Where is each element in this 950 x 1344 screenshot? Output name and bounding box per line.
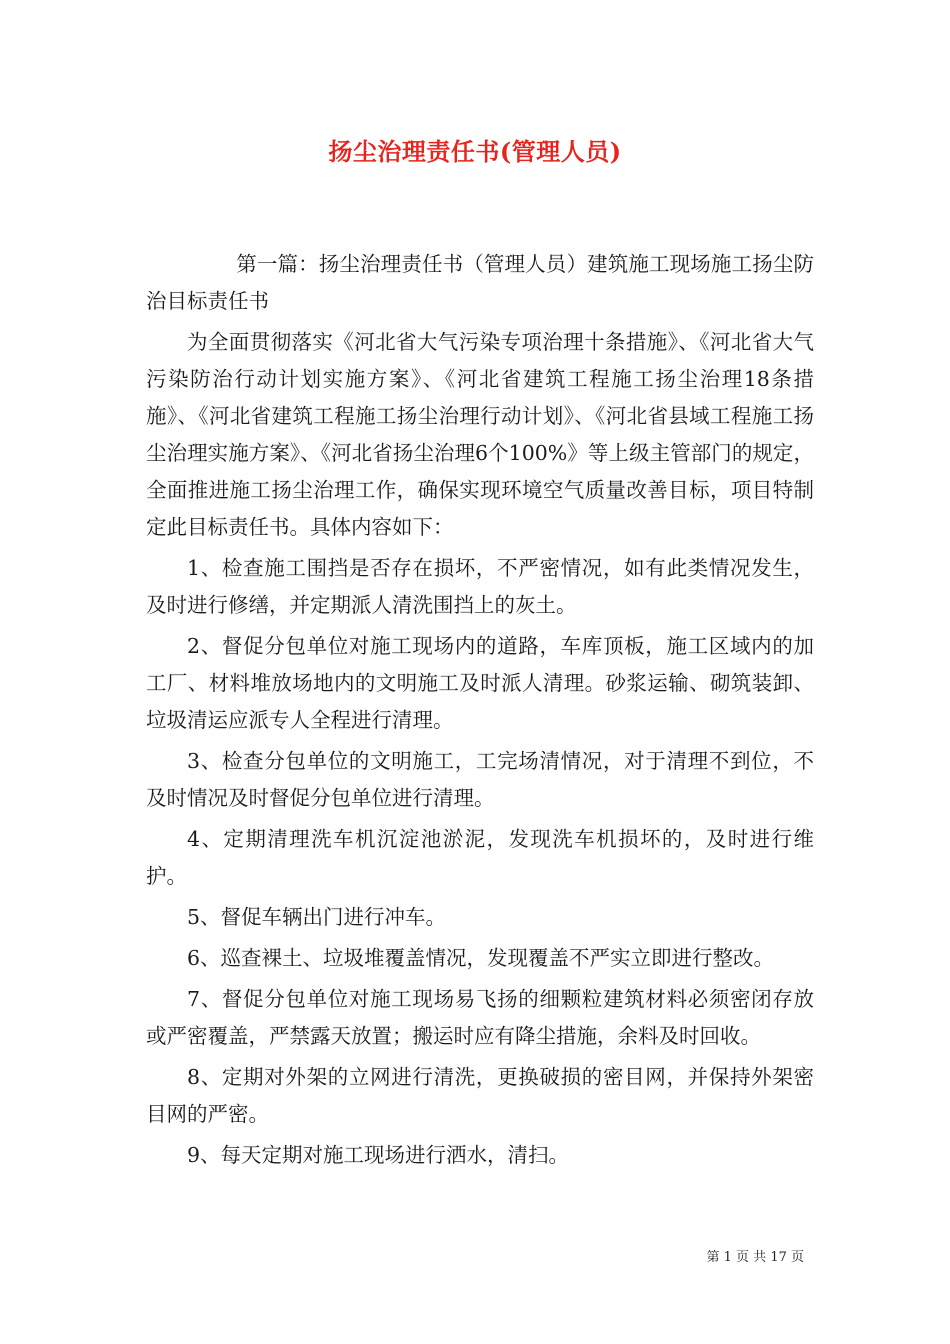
- intro-paragraph: 为全面贯彻落实《河北省大气污染专项治理十条措施》、《河北省大气污染防治行动计划实施方案》、《河北省建筑工程施工扬尘治理18条措施》、《河北省建筑工程施工扬尘治理行动计划》、《河北省县域工程施工扬尘治理实施方案》、《河北省扬尘治理6个100%》等上级主管部门的规定，全面推进施工扬尘治理工作，确保实现环境空气质量改善目标，项目特制定此目标责任书。具体内容如下：: [146, 330, 814, 539]
- document-body: [146, 246, 814, 1178]
- list-item: 8、定期对外架的立网进行清洗，更换破损的密目网，并保持外架密目网的严密。: [146, 1065, 814, 1126]
- section-heading: 第一篇：扬尘治理责任书（管理人员）建筑施工现场施工扬尘防治目标责任书: [146, 252, 814, 313]
- list-item: 3、检查分包单位的文明施工，工完场清情况，对于清理不到位，不及时情况及时督促分包单位进行清理。: [146, 749, 814, 810]
- list-item: 5、督促车辆出门进行冲车。: [187, 905, 447, 929]
- list-item: 1、检查施工围挡是否存在损坏，不严密情况，如有此类情况发生，及时进行修缮，并定期派人清洗围挡上的灰土。: [146, 556, 814, 617]
- list-item: 4、定期清理洗车机沉淀池淤泥，发现洗车机损坏的，及时进行维护。: [146, 827, 814, 888]
- list-item: 9、每天定期对施工现场进行洒水，清扫。: [187, 1143, 570, 1167]
- list-item: 2、督促分包单位对施工现场内的道路，车库顶板，施工区域内的加工厂、材料堆放场地内的文明施工及时派人清理。砂浆运输、砌筑装卸、垃圾清运应派专人全程进行清理。: [146, 634, 814, 732]
- document-title: 扬尘治理责任书(管理人员): [328, 137, 622, 166]
- list-item: 7、督促分包单位对施工现场易飞扬的细颗粒建筑材料必须密闭存放或严密覆盖，严禁露天放置；搬运时应有降尘措施，余料及时回收。: [146, 987, 814, 1048]
- list-item: 6、巡查裸土、垃圾堆覆盖情况，发现覆盖不严实立即进行整改。: [187, 946, 775, 970]
- page-number: 第 1 页 共 17 页: [706, 1250, 804, 1265]
